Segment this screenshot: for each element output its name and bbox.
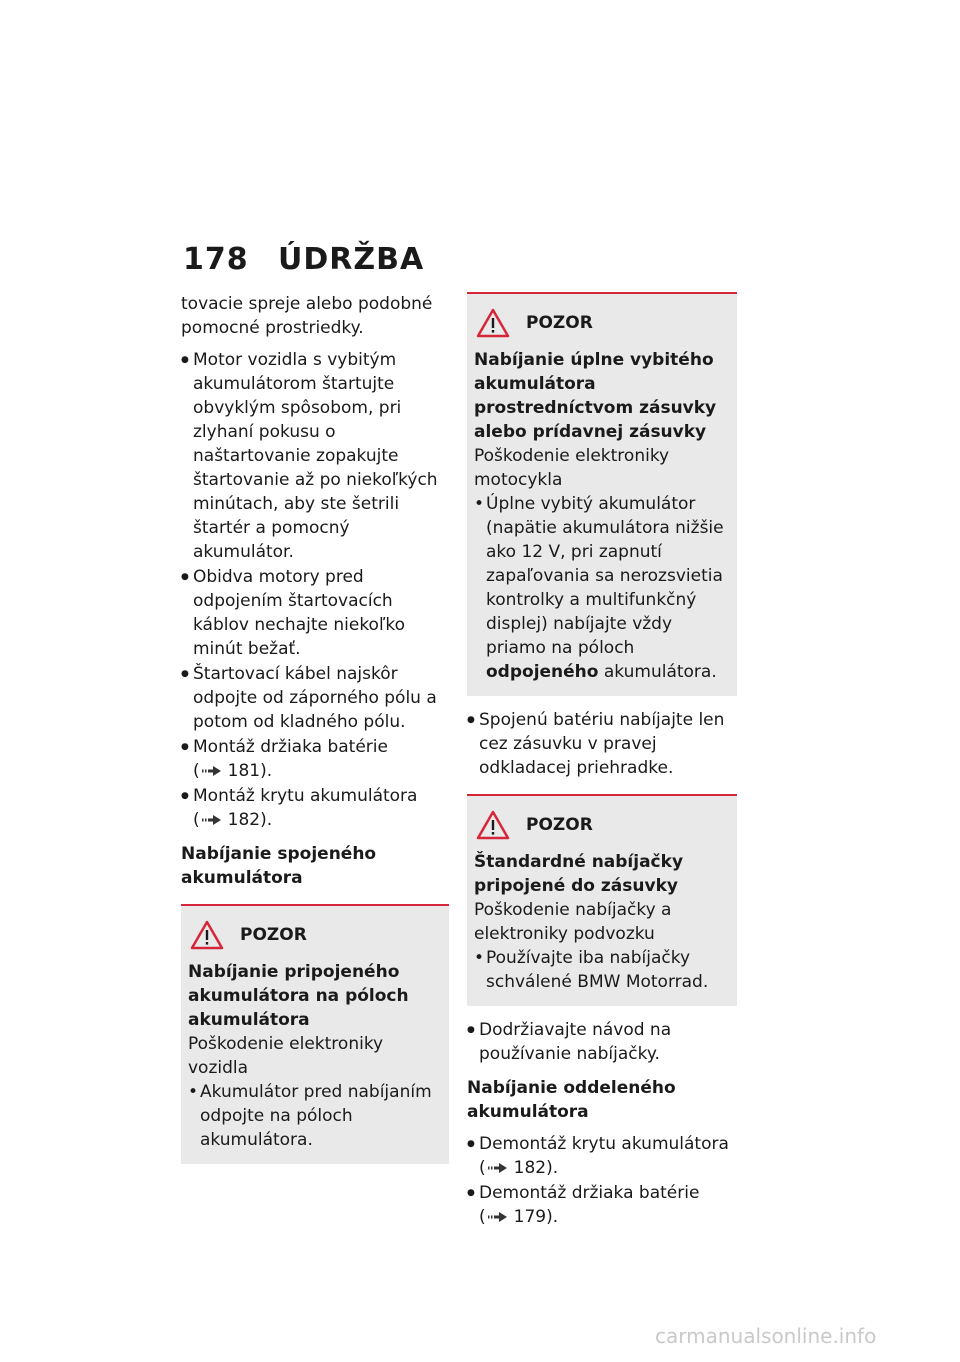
- warning-title: Nabíjanie úplne vybitého akumulátora prostredníctvom zásuvky alebo prídavnej zásuvky: [474, 350, 717, 442]
- list-item-text: Demontáž krytu akumulátora: [479, 1134, 729, 1154]
- list-item: ● Motor vozidla s vybitým akumulátorom štartujte obvyklým spôsobom, pri zlyhaní pokusu o naštartovanie zopakujte štartovanie až po niekoľkých minútach, aby ste šetrili štartér a pomocný akumulátor.: [181, 348, 449, 564]
- warning-header: [474, 810, 730, 840]
- warning-header: [474, 308, 730, 338]
- warning-label: POZOR: [240, 925, 307, 945]
- warning-description: Poškodenie elektroniky motocykla: [474, 446, 670, 490]
- warning-item-text: Úplne vybitý akumulátor (napätie akumulátora nižšie ako 12 V, pri zapnutí zapaľovania sa nerozsvietia kontrolky a multifunkčný displej) nabíjajte vždy priamo na póloch: [486, 494, 724, 658]
- warning-list-item: [474, 492, 730, 684]
- warning-description: Poškodenie elektroniky vozidla: [188, 1034, 384, 1078]
- arrow-right-icon: [202, 766, 222, 776]
- warning-list-item: • Používajte iba nabíjačky schválené BMW Motorrad.: [474, 946, 730, 994]
- page-reference-link[interactable]: ( 182).: [479, 1158, 559, 1178]
- bullet-list: [467, 708, 737, 780]
- warning-title: Štandardné nabíjačky pripojené do zásuvky: [474, 852, 684, 896]
- page-header: [183, 242, 424, 277]
- warning-label: POZOR: [526, 815, 593, 835]
- list-item: [467, 1181, 737, 1229]
- bullet-list: [181, 348, 449, 832]
- warning-label: POZOR: [526, 313, 593, 333]
- arrow-right-icon: [488, 1212, 508, 1222]
- page-reference: 181).: [227, 761, 273, 781]
- left-column: [181, 292, 449, 1176]
- arrow-right-icon: [202, 815, 222, 825]
- warning-header: [188, 920, 442, 950]
- warning-box: [181, 904, 449, 1164]
- intro-text: tovacie spreje alebo podobné pomocné prostriedky.: [181, 294, 433, 338]
- chapter-title: ÚDRŽBA: [278, 242, 425, 277]
- page-reference-link[interactable]: ( 181).: [193, 761, 273, 781]
- page-reference: 182).: [227, 810, 273, 830]
- warning-triangle-icon: [476, 810, 510, 840]
- list-item: ● Dodržiavajte návod na používanie nabíjačky.: [467, 1018, 737, 1066]
- list-item-text: Montáž držiaka batérie: [193, 737, 388, 757]
- list-item: ● Obidva motory pred odpojením štartovacích káblov nechajte niekoľko minút bežať.: [181, 565, 449, 661]
- warning-title: Nabíjanie pripojeného akumulátora na póloch akumulátora: [188, 962, 409, 1030]
- watermark-footer: carmanualsonline.info: [655, 1324, 877, 1348]
- list-item: ● Spojenú batériu nabíjajte len cez zásuvku v pravej odkladacej priehradke.: [467, 708, 737, 780]
- warning-triangle-icon: [476, 308, 510, 338]
- warning-description: Poškodenie nabíjačky a elektroniky podvozku: [474, 900, 672, 944]
- list-item: [181, 784, 449, 832]
- warning-box: [467, 292, 737, 696]
- page-reference: 179).: [513, 1207, 559, 1227]
- warning-list: [474, 946, 730, 994]
- page-reference: 182).: [513, 1158, 559, 1178]
- warning-item-tail: akumulátora.: [603, 662, 717, 682]
- section-heading: Nabíjanie oddeleného akumulátora: [467, 1078, 676, 1122]
- warning-item-emphasis: odpojeného: [486, 662, 599, 682]
- warning-list-item: • Akumulátor pred nabíjaním odpojte na póloch akumulátora.: [188, 1080, 442, 1152]
- bullet-list: [467, 1018, 737, 1066]
- warning-list: [474, 492, 730, 684]
- bullet-list: [467, 1132, 737, 1229]
- section-heading: Nabíjanie spojeného akumulátora: [181, 844, 377, 888]
- list-item: ● Štartovací kábel najskôr odpojte od záporného pólu a potom od kladného pólu.: [181, 662, 449, 734]
- list-item-text: Montáž krytu akumulátora: [193, 786, 418, 806]
- list-item: [467, 1132, 737, 1180]
- warning-list: [188, 1080, 442, 1152]
- list-item: [181, 735, 449, 783]
- warning-triangle-icon: [190, 920, 224, 950]
- arrow-right-icon: [488, 1163, 508, 1173]
- page-reference-link[interactable]: ( 179).: [479, 1207, 559, 1227]
- right-column: [467, 292, 737, 1237]
- list-item-text: Demontáž držiaka batérie: [479, 1183, 700, 1203]
- warning-box: [467, 794, 737, 1006]
- page-number: 178: [183, 242, 249, 277]
- page-reference-link[interactable]: ( 182).: [193, 810, 273, 830]
